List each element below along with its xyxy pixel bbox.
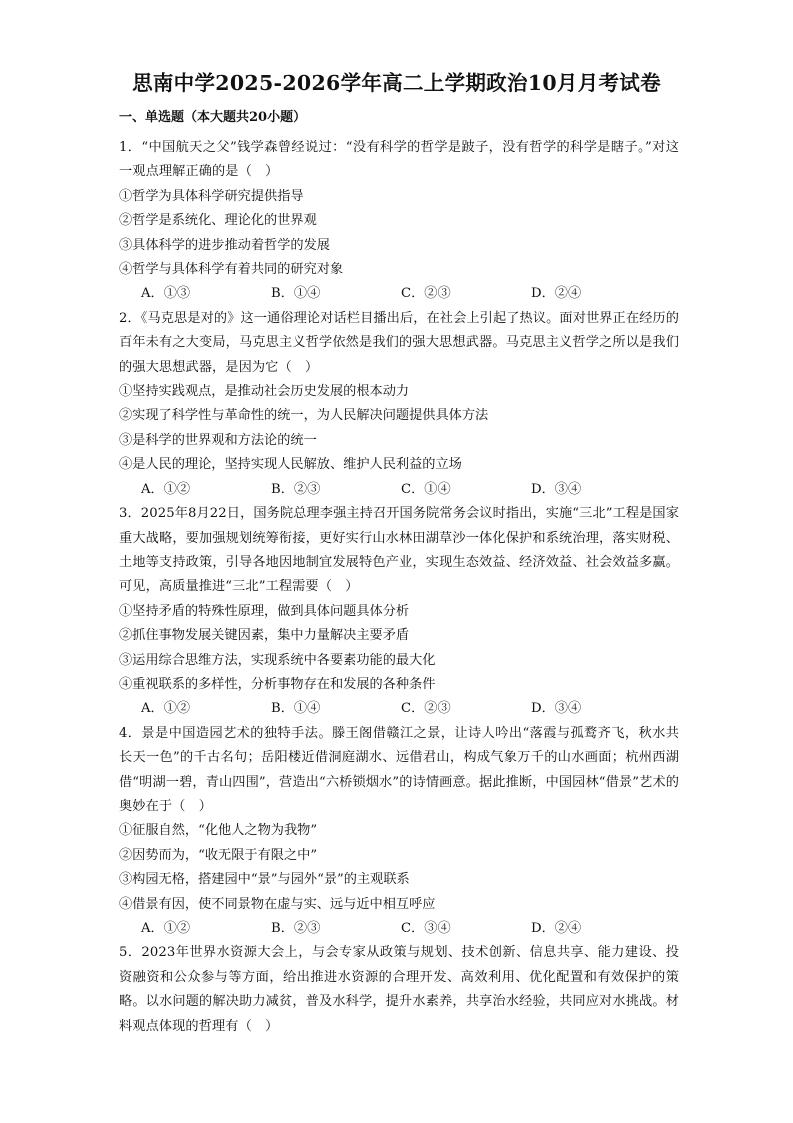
- answer-choices: [119, 697, 679, 721]
- choice-d: D．③④: [531, 701, 582, 717]
- choice-a: A．①③: [141, 286, 191, 302]
- statement-option: ②因势而为，“收无限于有限之中”: [119, 847, 318, 863]
- choice-a: A．①②: [141, 921, 191, 936]
- answer-choices: [119, 282, 679, 306]
- statement-option: ①征服自然，“化他人之物为我物”: [119, 823, 318, 839]
- section-heading: 一、单选题（本大题共20小题）: [119, 110, 307, 125]
- statement-option: ④是人民的理论，坚持实现人民解放、维护人民利益的立场: [119, 457, 462, 473]
- statement-option: ①坚持实践观点，是推动社会历史发展的根本动力: [119, 384, 410, 400]
- choice-c: C．②③: [401, 286, 451, 302]
- statement-option: ④重视联系的多样性，分析事物存在和发展的各种条件: [119, 676, 436, 692]
- choice-b: B．①④: [271, 701, 321, 717]
- choice-b: B．①④: [271, 286, 321, 302]
- question-stem: 4．景是中国造园艺术的独特手法。滕王阁借赣江之景，让诗人吟出“落霞与孤鹜齐飞，秋水共长天一色”的千古名句；岳阳楼近借洞庭湖水、远借君山，构成气象万千的山水画面；杭州西湖借“明湖一碧，青山四围”，营造出“六桥锁烟水”的诗情画意。据此推断，中国园林“借景”艺术的奥妙在于（ ）: [119, 725, 679, 814]
- exam-title: 思南中学2025-2026学年高二上学期政治10月月考试卷: [132, 71, 661, 95]
- question-stem: 2．《马克思是对的》这一通俗理论对话栏目播出后，在社会上引起了热议。面对世界正在经历的百年未有之大变局，马克思主义哲学依然是我们的强大思想武器。马克思主义哲学之所以是我们的强大思想武器，是因为它（ ）: [119, 310, 679, 375]
- question-5: [119, 941, 679, 1039]
- statement-option: ②抓住事物发展关键因素，集中力量解决主要矛盾: [119, 628, 410, 644]
- statement-option: ②哲学是系统化、理论化的世界观: [119, 213, 317, 229]
- choice-d: D．②④: [531, 921, 582, 936]
- statement-option: ③运用综合思维方法，实现系统中各要素功能的最大化: [119, 652, 436, 668]
- statement-option: ③构园无格，搭建园中“景”与园外“景”的主观联系: [119, 872, 410, 888]
- choice-d: D．②④: [531, 286, 582, 302]
- question-1: [119, 136, 679, 307]
- statement-option: ④借景有因，使不同景物在虚与实、远与近中相互呼应: [119, 896, 436, 912]
- statement-option: ①哲学为具体科学研究提供指导: [119, 188, 304, 204]
- statement-option: ③是科学的世界观和方法论的统一: [119, 432, 317, 448]
- choice-a: A．①②: [141, 481, 191, 497]
- question-2: [119, 307, 679, 502]
- choice-c: C．①④: [401, 481, 451, 497]
- question-3: [119, 502, 679, 722]
- statement-option: ①坚持矛盾的特殊性原理，做到具体问题具体分析: [119, 603, 410, 619]
- statement-option: ④哲学与具体科学有着共同的研究对象: [119, 262, 344, 278]
- choice-b: B．②③: [271, 921, 321, 936]
- choice-c: C．③④: [401, 921, 451, 936]
- statement-option: ③具体科学的进步推动着哲学的发展: [119, 237, 330, 253]
- question-stem: 3．2025年8月22日，国务院总理李强主持召开国务院常务会议时指出，实施“三北”工程是国家重大战略，要加强规划统筹衔接，更好实行山水林田湖草沙一体化保护和系统治理，落实财税、土地等支持政策，引导各地因地制宜发展特色产业，实现生态效益、经济效益、社会效益多赢。可见，高质量推进“三北”工程需要（ ）: [119, 506, 679, 595]
- choice-b: B．②③: [271, 481, 321, 497]
- answer-choices: [119, 478, 679, 502]
- choice-a: A．①②: [141, 701, 191, 717]
- question-4: [119, 722, 679, 942]
- statement-option: ②实现了科学性与革命性的统一，为人民解决问题提供具体方法: [119, 408, 489, 424]
- answer-choices: [119, 917, 679, 941]
- choice-d: D．③④: [531, 481, 582, 497]
- question-stem: 5．2023年世界水资源大会上，与会专家从政策与规划、技术创新、信息共享、能力建设、投资融资和公众参与等方面，给出推进水资源的合理开发、高效利用、优化配置和有效保护的策略。以水问题的解决助力减贫，普及水科学，提升水素养，共享治水经验，共同应对水挑战。材料观点体现的哲理有（ ）: [119, 945, 679, 1034]
- question-stem: 1．“中国航天之父”钱学森曾经说过：“没有科学的哲学是跛子，没有哲学的科学是瞎子。”对这一观点理解正确的是（ ）: [119, 140, 679, 180]
- choice-c: C．②③: [401, 701, 451, 717]
- question-list: [119, 136, 679, 1039]
